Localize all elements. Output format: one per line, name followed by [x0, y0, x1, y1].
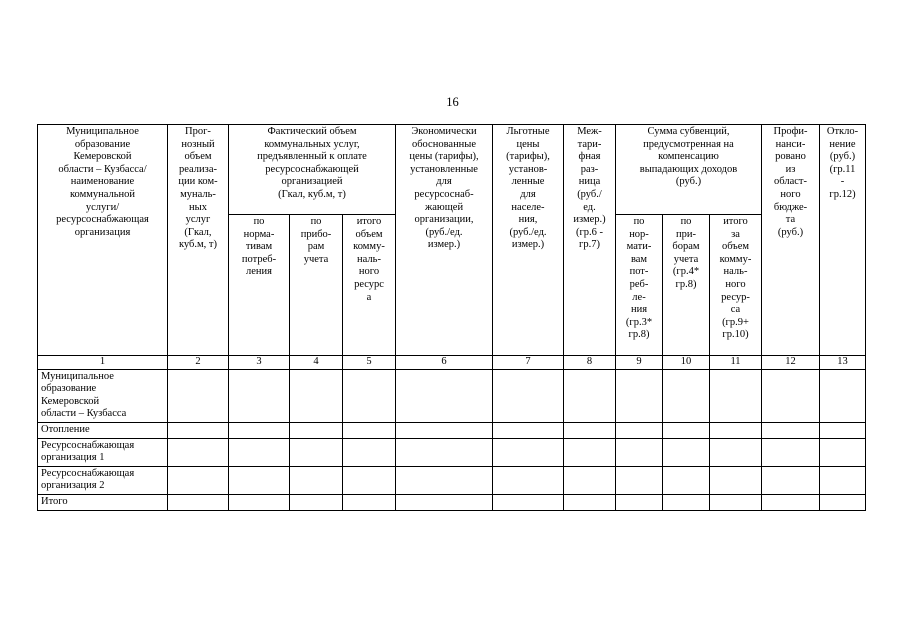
table-cell [229, 494, 290, 510]
table-cell [616, 369, 663, 422]
table-cell [710, 494, 762, 510]
table-row [38, 494, 866, 510]
table-cell [762, 369, 820, 422]
table-cell [493, 438, 564, 466]
table-row [38, 369, 866, 422]
table-cell [710, 369, 762, 422]
table-cell [229, 422, 290, 438]
header-subvention-norms: по нор- мати- вам пот- реб- ле- ния (гр.3* гр.8) [616, 215, 663, 356]
table-cell [564, 369, 616, 422]
table-cell [290, 438, 343, 466]
table-cell [663, 466, 710, 494]
column-number: 13 [820, 356, 866, 370]
table-cell [820, 494, 866, 510]
header-forecast-volume: Прог- нозный объем реализа- ции ком- муналь- ных услуг (Гкал, куб.м, т) [168, 125, 229, 356]
header-deviation: Откло- нение (руб.) (гр.11 - гр.12) [820, 125, 866, 356]
column-number: 5 [343, 356, 396, 370]
table-cell [343, 422, 396, 438]
table-row [38, 422, 866, 438]
column-number: 6 [396, 356, 493, 370]
table-cell [396, 369, 493, 422]
header-financed: Профи- нанси- ровано из област- ного бюдже- та (руб.) [762, 125, 820, 356]
table-cell [343, 466, 396, 494]
column-number: 7 [493, 356, 564, 370]
table-cell [616, 494, 663, 510]
table-cell [762, 494, 820, 510]
table-cell [564, 466, 616, 494]
table-cell [564, 422, 616, 438]
column-number: 8 [564, 356, 616, 370]
table-cell [710, 438, 762, 466]
table-cell [168, 422, 229, 438]
table-cell [493, 466, 564, 494]
table-cell [820, 369, 866, 422]
table-cell [663, 422, 710, 438]
table-cell [290, 494, 343, 510]
table-cell [168, 369, 229, 422]
table-cell [229, 369, 290, 422]
table-cell [564, 494, 616, 510]
table-cell [820, 438, 866, 466]
column-number: 12 [762, 356, 820, 370]
row-label: Муниципальное образование Кемеровской области – Кузбасса [38, 369, 168, 422]
table-cell [564, 438, 616, 466]
header-row-top [38, 125, 866, 215]
column-number: 2 [168, 356, 229, 370]
table-cell [290, 466, 343, 494]
table-cell [396, 438, 493, 466]
table-row [38, 438, 866, 466]
table-cell [820, 466, 866, 494]
column-number: 4 [290, 356, 343, 370]
table-cell [343, 438, 396, 466]
table-cell [663, 494, 710, 510]
table-cell [493, 494, 564, 510]
subvention-table [37, 124, 866, 511]
table-cell [290, 369, 343, 422]
table-cell [493, 369, 564, 422]
table-cell [616, 438, 663, 466]
column-number: 10 [663, 356, 710, 370]
table-row [38, 466, 866, 494]
table-cell [616, 422, 663, 438]
table-cell [663, 369, 710, 422]
header-actual-volume: Фактический объем коммунальных услуг, предъявленный к оплате ресурсоснабжающей организацией (Гкал, куб.м, т) [229, 125, 396, 215]
row-label: Итого [38, 494, 168, 510]
table-cell [820, 422, 866, 438]
table-cell [616, 466, 663, 494]
column-number: 11 [710, 356, 762, 370]
table-cell [168, 466, 229, 494]
page-number: 16 [446, 95, 459, 109]
table-cell [710, 466, 762, 494]
column-number-row [38, 356, 866, 370]
header-total-volume: итого объем комму- наль- ного ресурс а [343, 215, 396, 356]
table-cell [762, 438, 820, 466]
header-preferential-tariff: Льготные цены (тарифы), установ- ленные для населе- ния, (руб./ед. измер.) [493, 125, 564, 356]
row-label: Ресурсоснабжающая организация 2 [38, 466, 168, 494]
column-number: 1 [38, 356, 168, 370]
table-cell [396, 422, 493, 438]
table-cell [229, 466, 290, 494]
table-cell [343, 369, 396, 422]
row-label: Ресурсоснабжающая организация 1 [38, 438, 168, 466]
header-by-meters: по прибо- рам учета [290, 215, 343, 356]
header-subvention-total: итого за объем комму- наль- ного ресур- са (гр.9+ гр.10) [710, 215, 762, 356]
header-subvention-sum: Сумма субвенций, предусмотренная на компенсацию выпадающих доходов (руб.) [616, 125, 762, 215]
table-cell [493, 422, 564, 438]
row-label: Отопление [38, 422, 168, 438]
table-cell [710, 422, 762, 438]
column-number: 9 [616, 356, 663, 370]
table-cell [396, 494, 493, 510]
table-cell [168, 494, 229, 510]
header-tariff-difference: Меж- тари- фная раз- ница (руб./ ед. измер.) (гр.6 - гр.7) [564, 125, 616, 356]
header-economic-tariff: Экономически обоснованные цены (тарифы), установленные для ресурсоснаб- жающей организации, (руб./ед. измер.) [396, 125, 493, 356]
table-cell [290, 422, 343, 438]
column-number: 3 [229, 356, 290, 370]
table-cell [343, 494, 396, 510]
table-cell [663, 438, 710, 466]
table-cell [168, 438, 229, 466]
table-cell [229, 438, 290, 466]
table-cell [762, 466, 820, 494]
header-subvention-meters: по при- борам учета (гр.4* гр.8) [663, 215, 710, 356]
header-territory: Муниципальное образование Кемеровской области – Кузбасса/ наименование коммунальной услуги/ ресурсоснабжающая организация [38, 125, 168, 356]
table-cell [762, 422, 820, 438]
header-by-norms: по норма- тивам потреб- ления [229, 215, 290, 356]
table-cell [396, 466, 493, 494]
